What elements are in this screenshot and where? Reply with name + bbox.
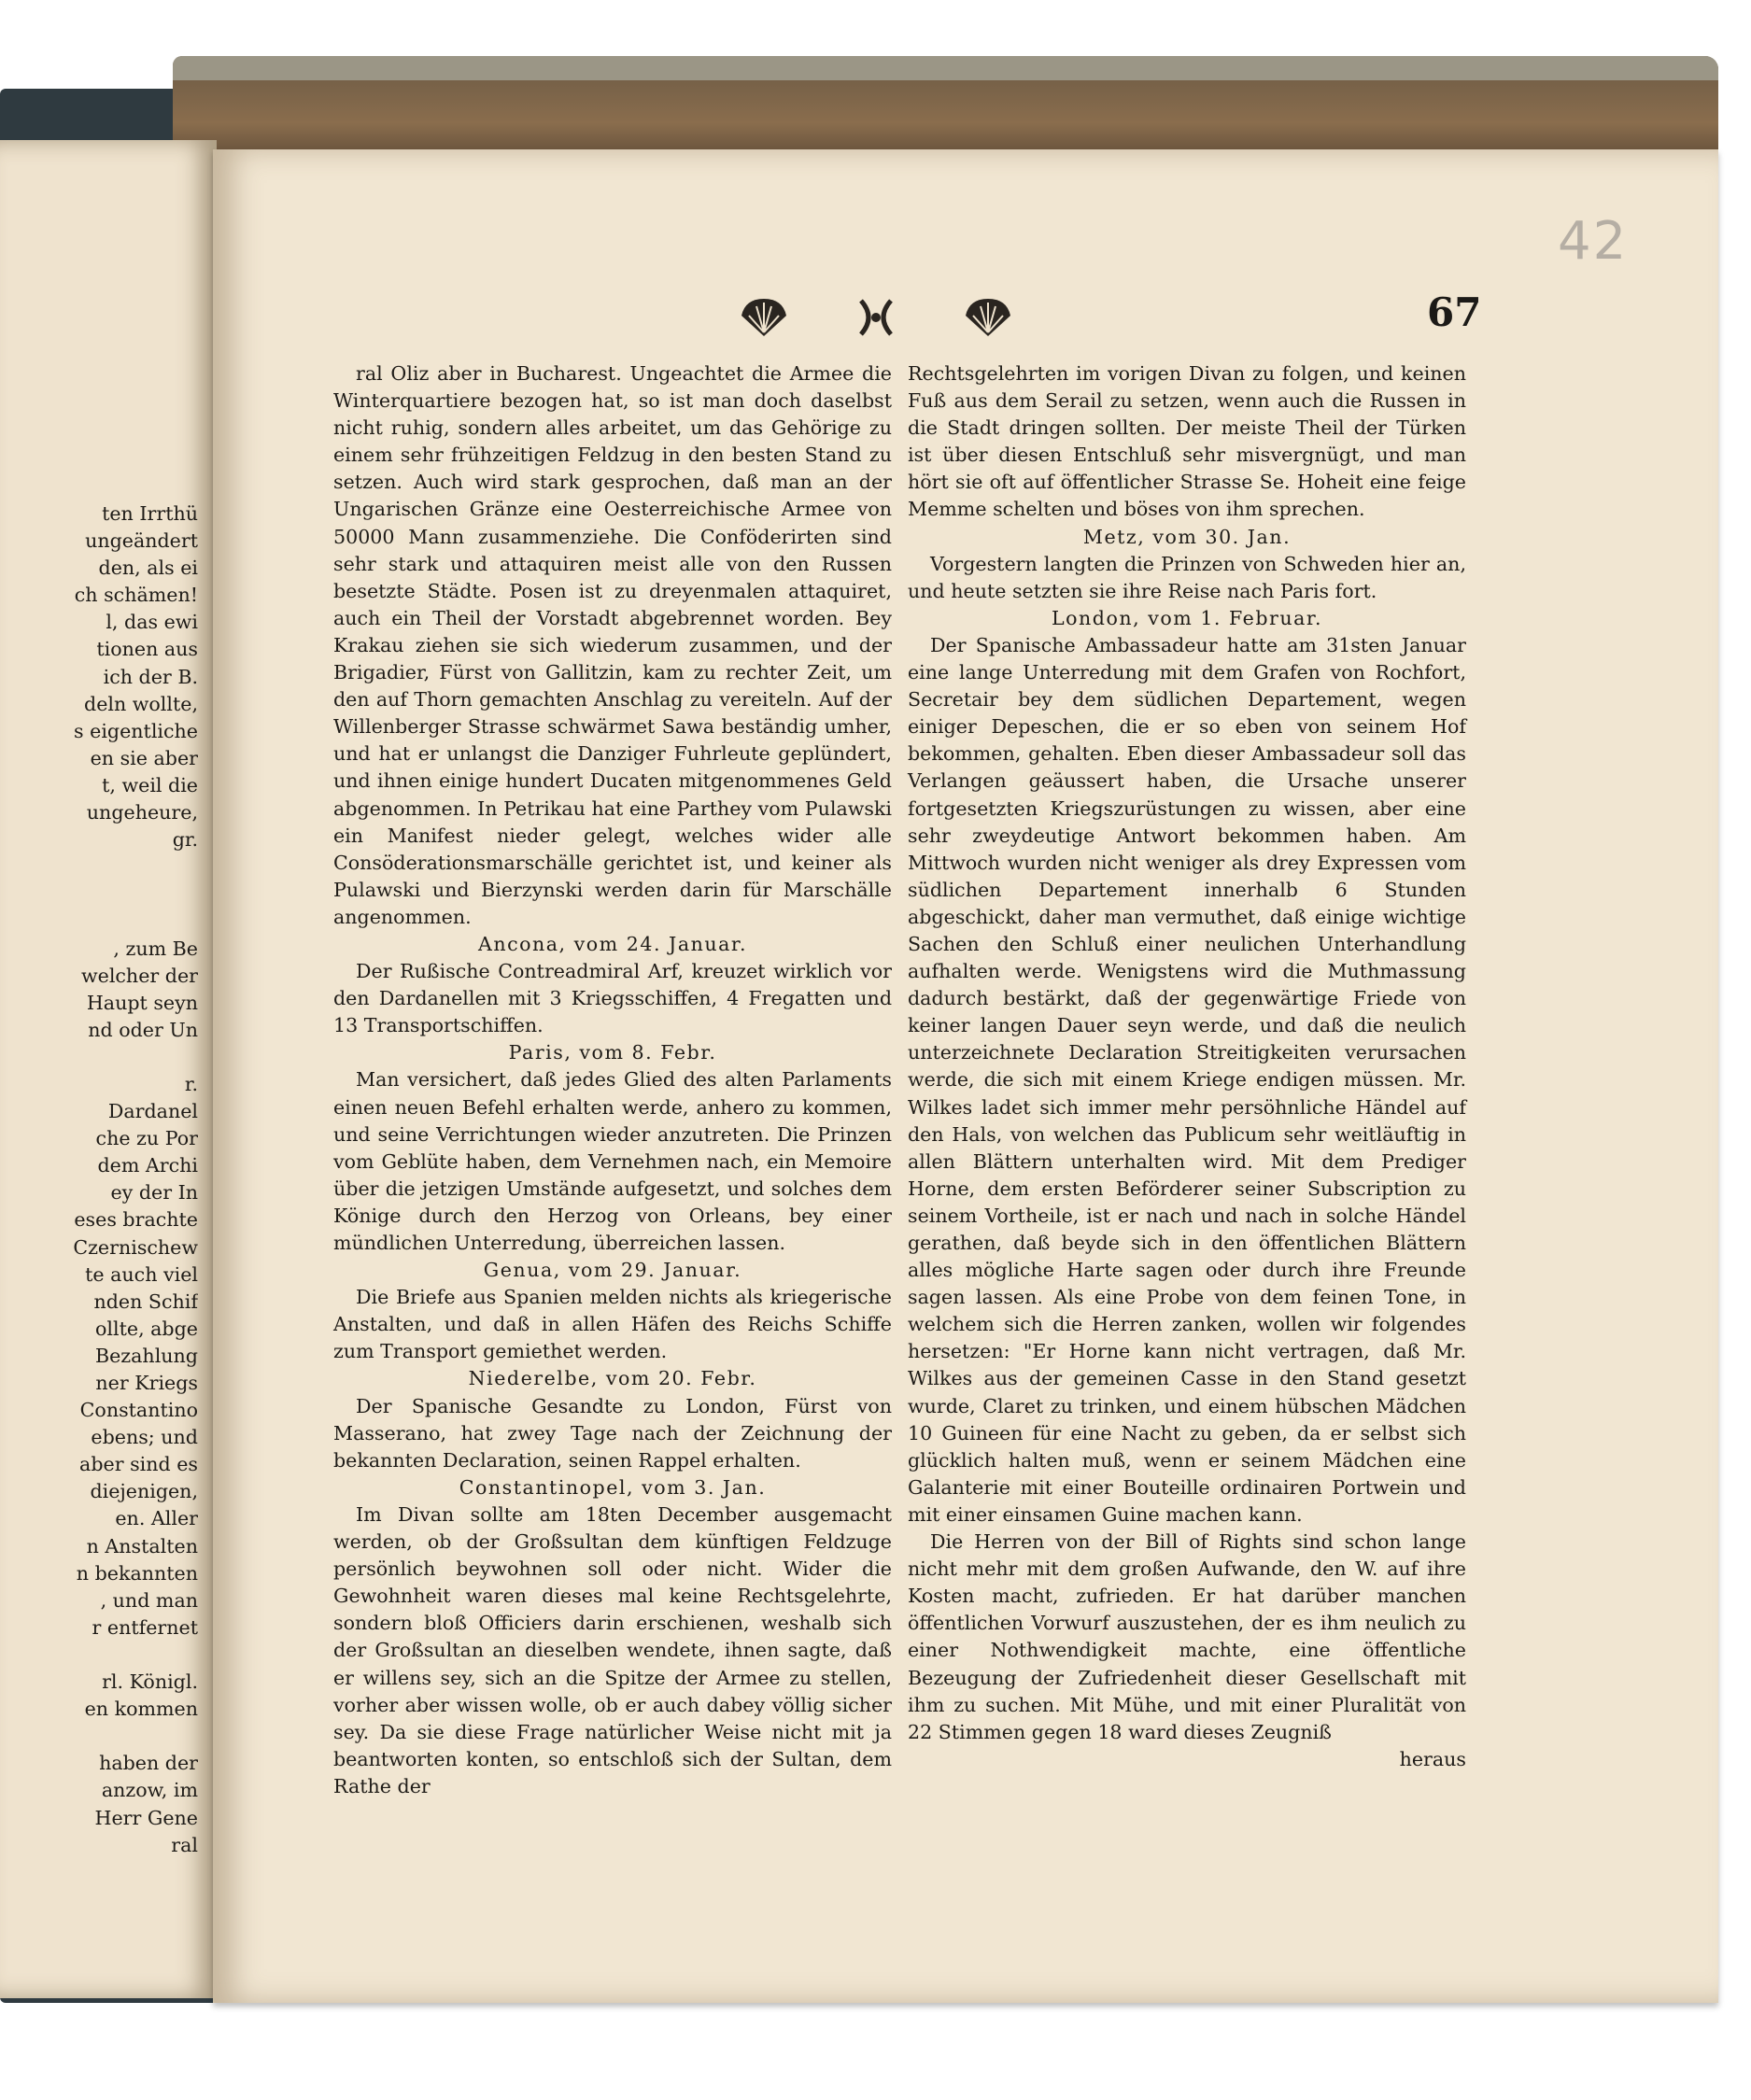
- left-page-fragment: welcher der: [81, 964, 198, 987]
- left-page-fragment: Haupt seyn: [86, 991, 198, 1014]
- left-page-fragment: ungeheure,: [86, 801, 198, 824]
- left-page-fragment: Dardanel: [107, 1100, 198, 1123]
- left-page-fragment: , und man: [100, 1588, 198, 1612]
- left-page-fragment: en kommen: [84, 1698, 198, 1721]
- dateline-heading: Constantinopel, vom 3. Jan.: [459, 1475, 767, 1499]
- article-paragraph: Im Divan sollte am 18ten December ausgemacht werden, ob der Großsultan dem künftigen Feldzuge persönlich beywohnen soll oder nicht. Wider die Gewohnheit waren dieses mal keine Rechtsgelehrte, sondern bloß Officiers darin erschienen, weshalb sich der Großsultan an dieselben wendete, ihnen sagte, daß er willens sey, sich an die Spitze der Armee zu stellen, vorher aber wissen wolle, ob er auch dabey völlig sicher sey. Da sie diese Frage natürlicher Weise nicht mit ja beantworten konten, so entschloß sich der Sultan, dem Rathe der: [333, 1502, 892, 1797]
- left-page-fragment: n bekannten: [76, 1561, 198, 1585]
- shell-ornament-icon: [960, 295, 1016, 340]
- left-page-fragment: l, das ewi: [106, 611, 198, 634]
- left-page-fragment: r.: [184, 1072, 198, 1095]
- left-page-fragment: ollte, abge: [95, 1317, 198, 1340]
- left-page-fragment: Bezahlung: [94, 1344, 198, 1367]
- left-page-fragment: [4, 908, 198, 935]
- left-page-fragment: anzow, im: [101, 1779, 198, 1802]
- dateline-heading: London, vom 1. Februar.: [1051, 606, 1323, 629]
- left-page-fragment: ch schämen!: [74, 584, 198, 607]
- catchword: heraus: [1399, 1747, 1466, 1770]
- left-page-fragment: gr.: [172, 828, 198, 852]
- left-page-fragment: ebens; und: [91, 1426, 198, 1449]
- left-page-fragment: en sie aber: [90, 746, 198, 769]
- left-page-fragment: [4, 853, 198, 881]
- dateline-heading: Metz, vom 30. Jan.: [1082, 525, 1292, 548]
- left-page-fragment: Herr Gene: [94, 1806, 198, 1829]
- left-page-fragment: aber sind es: [79, 1453, 198, 1476]
- left-page-fragment: deln wollte,: [84, 692, 198, 715]
- left-page-fragment: s eigentliche: [74, 719, 198, 742]
- dateline-heading: Ancona, vom 24. Januar.: [477, 932, 748, 955]
- left-page-fragment: [4, 1642, 198, 1669]
- left-page-fragment: t, weil die: [102, 773, 198, 796]
- left-page-fragment: ich der B.: [103, 665, 198, 688]
- article-paragraph: Rechtsgelehrten im vorigen Divan zu folgen, und keinen Fuß aus dem Serail zu setzen, wenn auch die Russen in die Stadt dringen sollten. Der meiste Theil der Türken ist über diesen Entschluß sehr misvergnügt, und man hört sie oft auf öffentlicher Strasse Se. Hoheit eine feige Memme schelten und böses von ihm sprechen.: [908, 362, 1466, 521]
- left-page-fragment: tionen aus: [96, 638, 198, 661]
- left-page-fragment: Constantino: [79, 1399, 198, 1422]
- article-paragraph: Die Herren von der Bill of Rights sind schon lange nicht mehr mit dem großen Aufwande, den W. auf ihre Kosten macht, zufrieden. Er hat darüber manchen öffentlichen Vorwurf auszustehen, der es ihm neulich zu einer Nothwendigkeit machte, eine öffentliche Bezeugung der Zufriedenheit dieser Gesellschaft mit ihm zu suchen. Mit Mühe, und mit einer Pluralität von 22 Stimmen gegen 18 ward dieses Zeugniß: [908, 1530, 1466, 1743]
- left-page-fragment: che zu Por: [95, 1127, 198, 1150]
- left-page-fragment: den, als ei: [98, 557, 198, 580]
- left-page-fragment: haben der: [99, 1752, 198, 1775]
- left-page-fragment: ten Irrthü: [102, 502, 198, 525]
- left-page-fragment: , zum Be: [113, 937, 198, 960]
- left-page-fragment: ner Kriegs: [95, 1372, 198, 1394]
- shell-ornament-icon: [736, 295, 792, 340]
- center-ornament-icon: [848, 295, 904, 340]
- left-page-fragment: Czernischew: [73, 1235, 198, 1259]
- left-text-column: [333, 360, 892, 1800]
- article-paragraph: Der Spanische Gesandte zu London, Fürst von Masserano, hat zwey Tage nach der Zeichnung der bekannten Declaration, seinen Rappel erhalten.: [333, 1394, 892, 1472]
- article-paragraph: ral Oliz aber in Bucharest. Ungeachtet die Armee die Winterquartiere bezogen hat, so ist man doch daselbst nicht ruhig, sondern alles arbeitet, um das Gehörige zu einem sehr frühzeitigen Feldzug in den besten Stand zu setzen. Auch wird stark gesprochen, daß man an der Ungarischen Gränze eine Oesterreichische Armee von 50000 Mann zusammenziehe. Die Conföderirten sind sehr stark und attaquiren meist alle von den Russen besetzte Städte. Posen ist zu dreyenmalen attaquiret, auch ein Theil der Vorstadt abgebrennet worden. Bey Krakau ziehen sie sich wiederum zusammen, und der Brigadier, Fürst von Gallitzin, kam zu rechter Zeit, um den auf Thorn gemachten Anschlag zu vereiteln. Auf der Willenberger Strasse schwärmet Sawa beständig umher, und hat er unlangst die Danziger Fuhrleute geplündert, und ihnen einige hundert Ducaten mitgenommenes Geld abgenommen. In Petrikau hat eine Parthey vom Pulawski ein Manifest nieder gelegt, welches wider alle Consöderationsmarschälle gerichtet ist, und keiner als Pulawski und Bierzynski werden darin für Marschälle angenommen.: [333, 362, 892, 928]
- header-ornaments: [736, 291, 1016, 344]
- article-paragraph: Die Briefe aus Spanien melden nichts als kriegerische Anstalten, und daß in allen Häfen des Reichs Schiffe zum Transport gemiethet werden.: [333, 1286, 892, 1363]
- left-page-fragment: dem Archi: [97, 1154, 198, 1177]
- article-paragraph: Man versichert, daß jedes Glied des alten Parlaments einen neuen Befehl erhalten werde, anhero zu kommen, und seine Verrichtungen wieder anzutreten. Die Prinzen vom Geblüte haben, dem Vernehmen nach, ein Memoire über die jetzigen Umstände aufgesetzt, und solches dem Könige durch den Herzog von Orleans, bey einer mündlichen Unterredung, überreichen lassen.: [333, 1068, 892, 1254]
- left-page-fragment: [4, 881, 198, 908]
- left-page-fragment: n Anstalten: [86, 1534, 198, 1557]
- pencil-page-number: 42: [1558, 211, 1629, 272]
- left-page-fragment: ungeändert: [85, 529, 198, 553]
- left-page: [0, 140, 217, 1998]
- dateline-heading: Paris, vom 8. Febr.: [508, 1041, 717, 1064]
- left-page-fragment: [4, 1044, 198, 1071]
- left-page-fragment: en. Aller: [115, 1507, 198, 1530]
- left-page-fragment: r entfernet: [92, 1615, 198, 1639]
- dateline-heading: Niederelbe, vom 20. Febr.: [468, 1367, 757, 1390]
- right-text-column: [908, 360, 1466, 1773]
- left-page-fragment: nden Schif: [93, 1290, 198, 1313]
- left-page-fragment: diejenigen,: [90, 1480, 198, 1503]
- left-page-fragment: ey der In: [110, 1181, 198, 1205]
- page-edges-top: [173, 56, 1718, 80]
- left-page-fragment: nd oder Un: [88, 1018, 198, 1041]
- dateline-heading: Genua, vom 29. Januar.: [483, 1259, 742, 1282]
- article-paragraph: Der Spanische Ambassadeur hatte am 31sten Januar eine lange Unterredung mit dem Grafen von Rochfort, Secretair bey dem südlichen Departement, wegen einiger Depeschen, die er so eben von seinem Hof bekommen, gehalten. Eben dieser Ambassadeur soll das Verlangen geäussert haben, die Ursache unserer fortgesetzten Kriegszurüstungen zu wissen, aber eine sehr zweydeutige Antwort bekommen haben. Am Mittwoch wurden nicht weniger als drey Expressen vom südlichen Departement innerhalb 6 Stunden abgeschickt, daher man vermuthet, daß einige wichtige Sachen den Schluß einer neulichen Unterhandlung aufhalten werde. Wenigstens wird die Muthmassung dadurch bestärkt, daß der gegenwärtige Friede von keiner langen Dauer seyn werde, und daß die neulich unterzeichnete Declaration Streitigkeiten verursachen werde, die sich mit einem Kriege endigen müssen. Mr. Wilkes ladet sich immer mehr persöhnliche Händel auf den Hals, von welchen das Publicum sehr weitläuftig in allen Blättern unterhalten wird. Mit dem Prediger Horne, dem ersten Beförderer seiner Subscription zu seinem Vortheile, ist er nach und nach in solche Händel gerathen, daß beyde sich in den öffentlichen Blättern alles mögliche Harte sagen oder durch ihre Freunde sagen lassen. Als eine Probe von dem feinen Tone, in welchem sich die Herren zanken, wollen wir folgendes hersetzen: "Er Horne kann nicht vertragen, daß Mr. Wilkes aus der gemeinen Casse in den Stand gesetzt wurde, Claret zu trinken, und einem hübschen Mädchen 10 Guineen für eine Nacht zu geben, da er selbst sich glücklich halten muß, wenn er seinem Mädchen eine Galanterie mit einer Bouteille ordinairen Portwein und mit einer einsamen Guine machen kann.: [908, 633, 1466, 1526]
- left-page-text-fragments: [4, 500, 198, 1859]
- left-page-fragment: rl. Königl.: [102, 1670, 198, 1694]
- left-page-fragment: eses brachte: [74, 1208, 198, 1232]
- article-paragraph: Vorgestern langten die Prinzen von Schweden hier an, und heute setzten sie ihre Reise nach Paris fort.: [908, 552, 1466, 602]
- left-page-fragment: ral: [171, 1833, 198, 1856]
- page-number: 67: [1427, 289, 1482, 335]
- left-page-fragment: [4, 1723, 198, 1750]
- article-paragraph: Der Rußische Contreadmiral Arf, kreuzet wirklich vor den Dardanellen mit 3 Kriegsschiffen, 4 Fregatten und 13 Transportschiffen.: [333, 960, 892, 1037]
- left-page-fragment: te auch viel: [85, 1262, 198, 1286]
